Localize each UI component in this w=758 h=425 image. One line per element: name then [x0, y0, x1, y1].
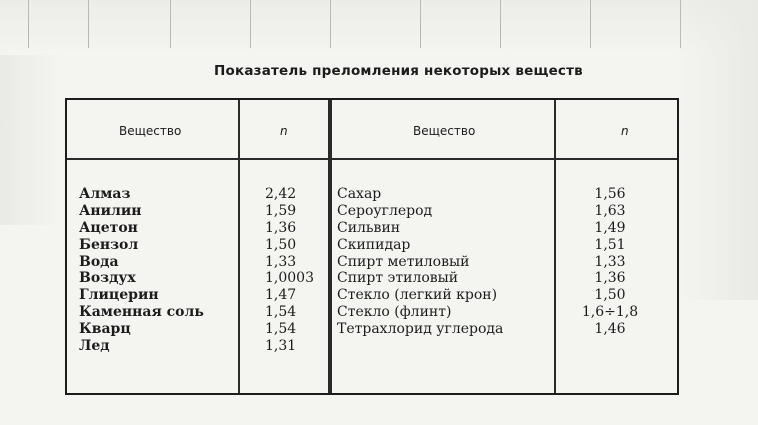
table-cell-substance: Вода — [79, 253, 119, 270]
table-cell-substance: Бензол — [79, 236, 139, 253]
table-cell-n: 1,36 — [594, 270, 626, 287]
table-cell-n: 1,63 — [594, 202, 626, 219]
table-cell-substance: Стекло (флинт) — [337, 304, 452, 321]
header-rule — [67, 158, 677, 160]
bleed-rule — [420, 0, 421, 48]
header-substance-right: Вещество — [413, 124, 476, 138]
table-cell-substance: Воздух — [79, 270, 136, 287]
table-cell-substance: Алмаз — [79, 186, 131, 202]
bleed-rule — [28, 0, 29, 48]
table-cell-n: 1,0003 — [265, 270, 314, 287]
table-cell-substance: Каменная соль — [79, 304, 204, 321]
previous-page-bleed-through — [0, 0, 758, 55]
column-divider-half — [330, 100, 332, 393]
left-n-column — [265, 186, 314, 355]
table-cell-n: 1,59 — [265, 202, 297, 219]
right-substance-column — [337, 186, 503, 338]
left-edge-shading — [0, 55, 60, 225]
table-cell-n: 1,50 — [265, 236, 297, 253]
table-cell-n: 1,51 — [594, 236, 626, 253]
table-cell-n: 1,46 — [594, 321, 626, 338]
table-cell-n: 1,49 — [594, 219, 626, 236]
table-cell-substance: Тетрахлорид углерода — [337, 321, 504, 338]
bleed-rule — [330, 0, 331, 48]
table-cell-n: 1,36 — [265, 219, 297, 236]
table-cell-n: 1,33 — [594, 253, 626, 270]
table-cell-n: 2,42 — [265, 186, 297, 202]
header-substance-left: Вещество — [119, 124, 182, 138]
table-cell-substance: Скипидар — [337, 236, 411, 253]
bleed-rule — [88, 0, 89, 48]
table-cell-n: 1,54 — [265, 304, 297, 321]
header-n-right: n — [621, 124, 629, 138]
right-n-column — [567, 186, 653, 338]
refraction-index-table — [65, 98, 679, 395]
table-cell-n: 1,47 — [265, 287, 297, 304]
left-substance-column — [79, 186, 204, 355]
table-cell-n: 1,56 — [594, 186, 626, 202]
bleed-rule — [500, 0, 501, 48]
table-cell-substance: Сильвин — [337, 219, 401, 236]
right-edge-shading — [678, 0, 758, 300]
header-n-left: n — [280, 124, 288, 138]
table-cell-substance: Стекло (легкий крон) — [337, 287, 498, 304]
table-cell-n: 1,54 — [265, 321, 297, 338]
bleed-rule — [170, 0, 171, 48]
table-cell-substance: Сахар — [337, 186, 382, 202]
table-cell-n: 1,33 — [265, 253, 297, 270]
table-cell-n: 1,31 — [265, 338, 297, 355]
table-cell-substance: Кварц — [79, 321, 131, 338]
table-cell-substance: Спирт этиловый — [337, 270, 459, 287]
table-cell-n: 1,6÷1,8 — [581, 304, 639, 321]
table-cell-substance: Глицерин — [79, 287, 159, 304]
table-cell-substance: Анилин — [79, 202, 142, 219]
table-cell-substance: Ацетон — [79, 219, 138, 236]
column-divider — [238, 100, 240, 393]
bleed-rule — [590, 0, 591, 48]
table-cell-substance: Сероуглерод — [337, 202, 433, 219]
table-cell-substance: Спирт метиловый — [337, 253, 470, 270]
table-cell-substance: Лед — [79, 338, 110, 355]
table-cell-n: 1,50 — [594, 287, 626, 304]
column-divider — [554, 100, 556, 393]
bleed-rule — [250, 0, 251, 48]
table-title: Показатель преломления некоторых веществ — [214, 63, 583, 79]
